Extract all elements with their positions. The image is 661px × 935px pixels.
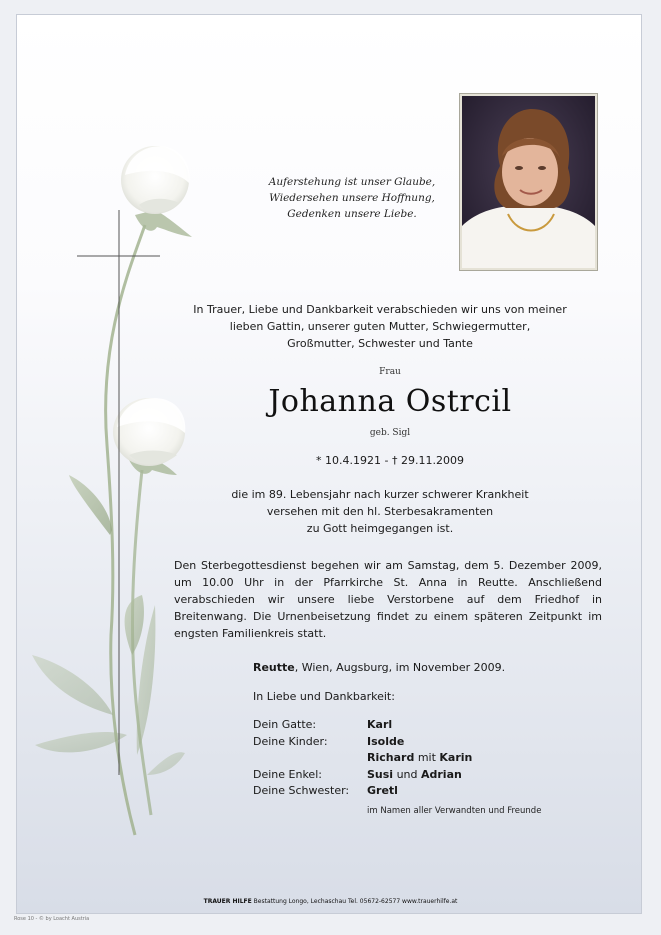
memorial-quote (227, 174, 477, 222)
quote-line-1: Auferstehung ist unser Glaube, (268, 176, 436, 188)
family-relation: Deine Kinder: (253, 734, 328, 748)
life-dates: * 10.4.1921 - † 29.11.2009 (316, 454, 464, 467)
place-rest: , Wien, Augsburg, im November 2009. (294, 661, 506, 674)
death-line-2: versehen mit den hl. Sterbesakramenten (266, 505, 494, 518)
family-names (367, 767, 462, 784)
family-name: Gretl (367, 784, 398, 797)
farewell-intro (180, 301, 580, 352)
family-relation (253, 750, 367, 767)
birth-name: geb. Sigl (369, 428, 411, 438)
funeral-home-footer (0, 898, 661, 905)
place-date-line (253, 661, 593, 674)
family-name: Adrian (421, 767, 462, 781)
death-notice (200, 486, 560, 537)
footer-brand: TRAUER HILFE (203, 898, 252, 905)
relatives-note: im Namen aller Verwandten und Freunde (367, 806, 542, 816)
quote-line-2: Wiedersehen unsere Hoffnung, (269, 192, 435, 204)
footer-details: Bestattung Longo, Lechaschau Tel. 05672-62577 www.trauerhilfe.at (251, 898, 458, 905)
name-prefix: Frau (379, 367, 401, 377)
family-names (367, 734, 404, 751)
family-row (253, 767, 613, 784)
family-name: Karin (439, 751, 473, 764)
family-row (253, 750, 613, 767)
family-row (253, 717, 613, 734)
family-row (253, 783, 613, 800)
deceased-portrait (459, 93, 598, 271)
family-relation: Deine Enkel: (253, 767, 322, 781)
family-name: Richard (367, 751, 415, 764)
intro-line-2: lieben Gattin, unserer guten Mutter, Schwiegermutter, (229, 320, 531, 333)
death-line-1: die im 89. Lebensjahr nach kurzer schwerer Krankheit (231, 488, 529, 501)
family-names (367, 750, 472, 767)
family-list (253, 717, 613, 800)
family-joiner: mit (414, 751, 440, 764)
family-names (367, 783, 398, 800)
deceased-name: Johanna Ostrcil (268, 384, 512, 419)
image-credit: Rose 10 - © by Loacht Austria (14, 916, 90, 922)
family-names (367, 717, 392, 734)
closing-phrase: In Liebe und Dankbarkeit: (253, 690, 395, 703)
intro-line-3: Großmutter, Schwester und Tante (287, 337, 473, 350)
intro-line-1: In Trauer, Liebe und Dankbarkeit verabschieden wir uns von meiner (193, 303, 567, 316)
quote-line-3: Gedenken unsere Liebe. (287, 208, 417, 220)
funeral-service-text: Den Sterbegottesdienst begehen wir am Samstag, dem 5. Dezember 2009, um 10.00 Uhr in der Pfarrkirche St. Anna in Reutte. Anschließend verabschieden wir unsere liebe Verstorbene auf dem Friedhof in Breitenwang. Die Urnenbeisetzung findet zu einem späteren Zeitpunkt im engsten Familienkreis statt. (174, 559, 602, 640)
family-name: Susi (367, 767, 394, 781)
white-rose-illustration (17, 15, 257, 875)
place-town: Reutte (253, 661, 295, 674)
family-name: Karl (367, 718, 393, 731)
death-line-3: zu Gott heimgegangen ist. (306, 522, 454, 535)
family-relation: Dein Gatte: (253, 718, 317, 731)
family-row (253, 734, 613, 751)
family-name: Isolde (367, 734, 405, 748)
family-joiner: und (393, 767, 421, 781)
family-relation: Deine Schwester: (253, 784, 350, 797)
